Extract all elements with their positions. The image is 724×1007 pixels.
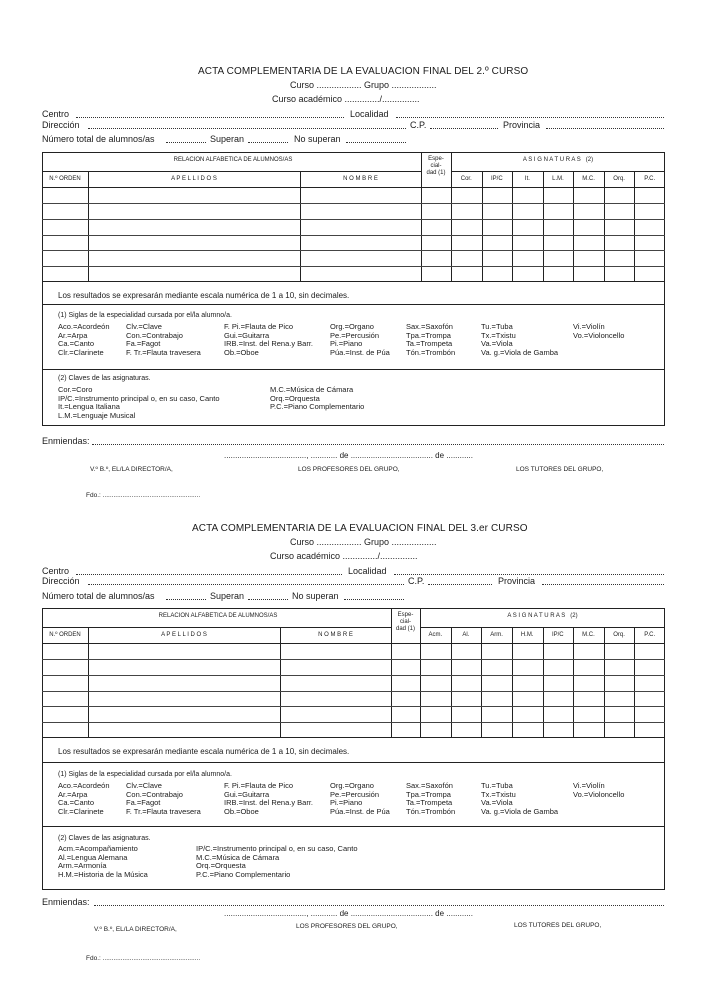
curso-grupo-line[interactable]: Curso .................. Grupo ..................: [290, 537, 437, 547]
legend-item: IRB.=Inst. del Rena.y Barr.: [224, 339, 314, 349]
curso-academico-line[interactable]: Curso académico ............../...............: [270, 551, 418, 561]
legend-item: Con.=Contrabajo: [126, 789, 183, 799]
provincia-label: Provincia: [503, 120, 541, 130]
legend-item: L.M.=Lenguaje Musical: [58, 410, 136, 420]
legend-item: Orq.=Orquesta: [196, 861, 246, 871]
nombre-header: N O M B R E: [318, 632, 353, 638]
legend-item: Pi.=Piano: [330, 339, 363, 349]
subject-header: Arm.: [490, 632, 503, 638]
legend-item: Ca.=Canto: [58, 339, 95, 349]
direccion-label: Dirección: [42, 120, 80, 130]
table-row[interactable]: [42, 722, 665, 723]
asignaturas-note: (2) Claves de las asignaturas.: [58, 375, 151, 382]
legend-item: Vi.=Violín: [573, 781, 605, 790]
cp-label: C.P.: [408, 576, 425, 586]
legend-item: Tpa.=Trompa: [406, 330, 451, 340]
provincia-field[interactable]: [542, 584, 664, 585]
legend-item: Ta.=Trompeta: [406, 339, 453, 349]
cp-label: C.P.: [410, 120, 427, 130]
superan-label: Superan: [210, 134, 245, 144]
subject-header: Cor.: [460, 176, 472, 182]
legend-item: Va. g.=Viola de Gamba: [481, 806, 559, 816]
no-superan-label: No superan: [292, 591, 339, 601]
acta-title: ACTA COMPLEMENTARIA DE LA EVALUACION FINAL DEL 2.º CURSO: [198, 66, 529, 77]
especialidad-note: (1) Siglas de la especialidad cursada por el/la alumno/a.: [58, 312, 232, 319]
subject-header: M.C.: [582, 632, 595, 638]
table-row[interactable]: [42, 691, 665, 692]
legend-item: Tón.=Trombón: [406, 347, 456, 357]
legend-item: Al.=Lengua Alemana: [58, 852, 128, 862]
asignaturas-header: A S I G N A T U R A S (2): [522, 157, 594, 163]
superan-label: Superan: [210, 591, 245, 601]
legend-item: Aco.=Acordeón: [58, 322, 110, 331]
asignaturas-header: A S I G N A T U R A S (2): [507, 613, 578, 619]
director-label: V.º B.º, EL/LA DIRECTOR/A,: [90, 466, 173, 473]
legend-item: Ca.=Canto: [58, 798, 95, 808]
legend-item: Ar.=Arpa: [58, 789, 88, 799]
legend-item: Tón.=Trombón: [406, 806, 456, 816]
relacion-header: RELACION ALFABETICA DE ALUMNOS/AS: [158, 613, 278, 619]
legend-item: Org.=Organo: [330, 322, 374, 331]
subject-header: L.M.: [552, 176, 564, 182]
especialidad-header: Espe- cial- dad (1): [395, 612, 415, 632]
apellidos-header: A P E L L I D O S: [161, 632, 207, 638]
legend-item: Clv.=Clave: [126, 781, 162, 790]
resultados-note: Los resultados se expresarán mediante escala numérica de 1 a 10, sin decimales.: [58, 747, 350, 756]
legend-item: Pi.=Piano: [330, 798, 363, 808]
legend-item: Vi.=Violín: [573, 322, 605, 331]
tutores-label: LOS TUTORES DEL GRUPO,: [516, 466, 604, 473]
legend-item: Tpa.=Trompa: [406, 789, 451, 799]
date-line[interactable]: ....................................., ............ de ..................................... de ............: [224, 451, 473, 460]
relacion-header: RELACION ALFABETICA DE ALUMNOS/AS: [173, 157, 293, 163]
direccion-label: Dirección: [42, 576, 80, 586]
legend-item: Púa.=Inst. de Púa: [330, 347, 390, 357]
especialidad-note: (1) Siglas de la especialidad cursada por el/la alumno/a.: [58, 771, 232, 778]
subject-header: Acm.: [428, 632, 443, 638]
legend-item: H.M.=Historia de la Música: [58, 869, 148, 879]
legend-item: Pe.=Percusión: [330, 789, 379, 799]
legend-item: F. Pi.=Flauta de Pico: [224, 322, 293, 331]
table-row[interactable]: [42, 675, 665, 676]
legend-item: M.C.=Música de Cámara: [196, 852, 280, 862]
legend-item: Pe.=Percusión: [330, 330, 379, 340]
legend-item: Fa.=Fagot: [126, 339, 161, 349]
legend-item: IP/C.=Instrumento principal o, en su caso, Canto: [58, 393, 220, 403]
legend-item: Arm.=Armonía: [58, 861, 107, 871]
resultados-note: Los resultados se expresarán mediante escala numérica de 1 a 10, sin decimales.: [58, 291, 350, 300]
subject-header: Al.: [462, 632, 470, 638]
asignaturas-note: (2) Claves de las asignaturas.: [58, 835, 151, 842]
legend-item: F. Pi.=Flauta de Pico: [224, 781, 293, 790]
legend-item: Vo.=Violoncello: [573, 330, 625, 340]
enmiendas-label: Enmiendas:: [42, 897, 90, 907]
legend-item: Sax.=Saxofón: [406, 322, 453, 331]
legend-item: Clv.=Clave: [126, 322, 162, 331]
legend-item: Clr.=Clarinete: [58, 806, 104, 816]
fdo-label[interactable]: Fdo.: ......................................................: [86, 492, 201, 499]
legend-item: IP/C.=Instrumento principal o, en su caso, Canto: [196, 844, 358, 853]
legend-item: It.=Lengua Italiana: [58, 402, 120, 412]
fdo-label[interactable]: Fdo.: ......................................................: [86, 955, 201, 962]
centro-label: Centro: [42, 109, 70, 119]
numero-alumnos-label: Número total de alumnos/as: [42, 134, 155, 144]
no-superan-label: No superan: [294, 134, 341, 144]
table-row[interactable]: [42, 706, 665, 707]
legend-item: Va.=Viola: [481, 339, 513, 349]
legend-item: M.C.=Música de Cámara: [270, 385, 354, 394]
profesores-label: LOS PROFESORES DEL GRUPO,: [296, 923, 398, 930]
legend-item: Ta.=Trompeta: [406, 798, 453, 808]
localidad-field[interactable]: [394, 574, 664, 575]
profesores-label: LOS PROFESORES DEL GRUPO,: [298, 466, 400, 473]
numero-alumnos-label: Número total de alumnos/as: [42, 591, 155, 601]
orden-header: N.º ORDEN: [49, 632, 81, 638]
curso-grupo-line[interactable]: Curso .................. Grupo ..................: [290, 80, 437, 90]
legend-item: Gui.=Guitarra: [224, 330, 270, 340]
legend-item: IRB.=Inst. del Rena.y Barr.: [224, 798, 314, 808]
subject-header: IP/C: [491, 176, 503, 182]
tutores-label: LOS TUTORES DEL GRUPO,: [514, 922, 602, 929]
direccion-field[interactable]: [88, 584, 404, 585]
subject-header: It.: [524, 176, 530, 182]
legend-item: P.C.=Piano Complementario: [196, 869, 291, 879]
legend-item: Tu.=Tuba: [481, 322, 513, 331]
enmiendas-label: Enmiendas:: [42, 436, 90, 446]
numero-alumnos-field[interactable]: [166, 599, 206, 600]
subject-header: P.C.: [644, 176, 656, 182]
localidad-label: Localidad: [348, 566, 387, 576]
subject-header: P.C.: [644, 632, 656, 638]
legend-item: Cor.=Coro: [58, 385, 93, 394]
legend-item: Va. g.=Viola de Gamba: [481, 347, 559, 357]
acta-title: ACTA COMPLEMENTARIA DE LA EVALUACION FINAL DEL 3.er CURSO: [192, 523, 528, 534]
centro-label: Centro: [42, 566, 70, 576]
no-superan-field[interactable]: [344, 599, 404, 600]
legend-item: Orq.=Orquesta: [270, 393, 320, 403]
legend-item: Ob.=Oboe: [224, 347, 259, 357]
apellidos-header: A P E L L I D O S: [171, 176, 217, 182]
orden-header: N.º ORDEN: [49, 176, 81, 182]
superan-field[interactable]: [248, 599, 288, 600]
legend-item: Púa.=Inst. de Púa: [330, 806, 390, 816]
legend-item: Ar.=Arpa: [58, 330, 88, 340]
subject-header: M.C.: [582, 176, 595, 182]
table-row[interactable]: [42, 659, 665, 660]
localidad-label: Localidad: [350, 109, 389, 119]
legend-item: Tx.=Txistu: [481, 789, 516, 799]
legend-item: P.C.=Piano Complementario: [270, 402, 365, 412]
legend-item: Con.=Contrabajo: [126, 330, 183, 340]
legend-item: F. Tr.=Flauta travesera: [126, 347, 201, 357]
legend-item: Sax.=Saxofón: [406, 781, 453, 790]
curso-academico-line[interactable]: Curso académico ............../...............: [272, 94, 420, 104]
subject-header: Orq.: [613, 632, 625, 638]
legend-item: Fa.=Fagot: [126, 798, 161, 808]
centro-field[interactable]: [76, 574, 342, 575]
legend-item: Vo.=Violoncello: [573, 789, 625, 799]
subject-header: H.M.: [520, 632, 534, 638]
legend-item: Tu.=Tuba: [481, 781, 513, 790]
cp-field[interactable]: [428, 584, 492, 585]
director-label: V.º B.º, EL/LA DIRECTOR/A,: [94, 926, 177, 933]
subject-header: Orq.: [613, 176, 625, 182]
date-line[interactable]: ....................................., ............ de ..................................... de ............: [224, 909, 473, 918]
legend-item: Org.=Organo: [330, 781, 374, 790]
provincia-label: Provincia: [498, 576, 536, 586]
legend-item: Va.=Viola: [481, 798, 513, 808]
legend-item: Ob.=Oboe: [224, 806, 259, 816]
especialidad-header: Espe- cial- dad (1): [426, 156, 446, 176]
legend-item: Acm.=Acompañamiento: [58, 844, 138, 853]
nombre-header: N O M B R E: [343, 176, 378, 182]
legend-item: Clr.=Clarinete: [58, 347, 104, 357]
legend-item: Gui.=Guitarra: [224, 789, 270, 799]
enmiendas-field[interactable]: [94, 905, 664, 906]
subject-header: IP/C: [551, 632, 564, 638]
legend-item: F. Tr.=Flauta travesera: [126, 806, 201, 816]
legend-item: Aco.=Acordeón: [58, 781, 110, 790]
legend-item: Tx.=Txistu: [481, 330, 516, 340]
